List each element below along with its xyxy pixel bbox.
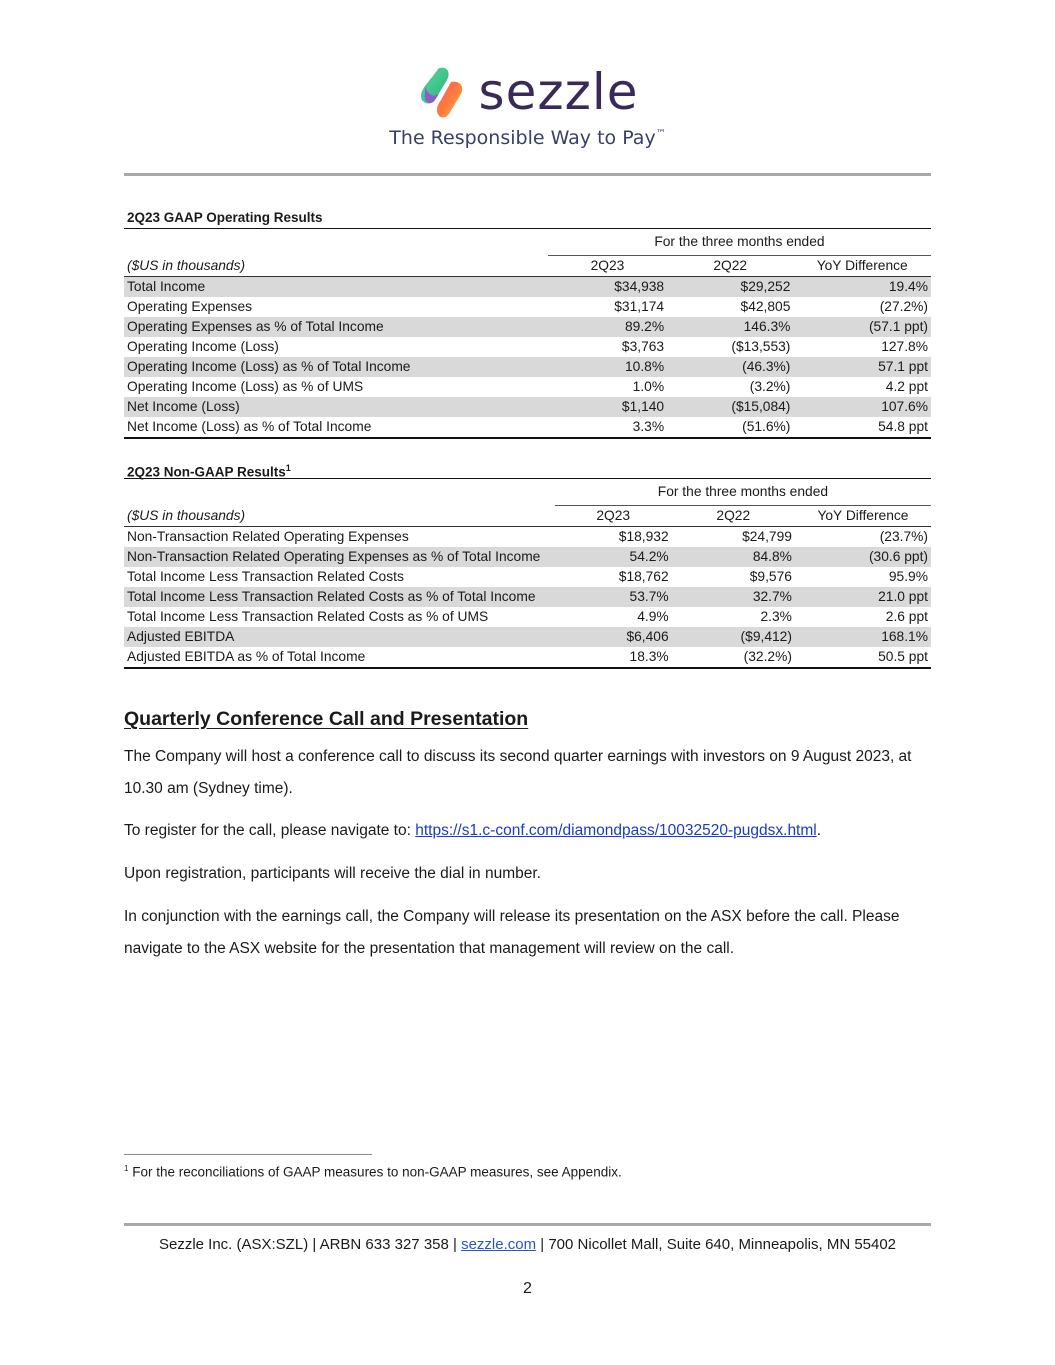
value-2q23: $18,762 [618,569,669,584]
column-header: YoY Difference [793,256,931,277]
registration-period: . [816,822,822,839]
value-yoy: 21.0 ppt [795,587,931,607]
value-yoy: 4.2 ppt [885,379,928,394]
footnote-divider [124,1154,372,1155]
paragraph-dial-in: Upon registration, participants will receive the dial in number. [124,865,541,882]
sezzle-logo-mark-icon [417,64,469,120]
row-label: Operating Expenses [127,299,253,314]
table-row [124,607,931,627]
paragraph-conference-call: The Company will host a conference call to discuss its second quarter earnings with investors on 9 August 2023, at 10.30 am (Sydney time). [124,748,912,797]
footer-company-info: Sezzle Inc. (ASX:SZL) | ARBN 633 327 358 | [158,1236,462,1253]
table-row [124,297,931,317]
table-row [124,647,931,668]
paragraph-registration [124,815,934,847]
footer-divider [124,1223,931,1226]
row-label: Net Income (Loss) as % of Total Income [124,417,548,438]
value-2q23: $18,932 [618,529,669,544]
footnote-reference[interactable]: 1 [285,463,291,473]
row-label: Non-Transaction Related Operating Expenses [127,529,409,544]
value-yoy: (30.6 ppt) [795,547,931,567]
unit-label: ($US in thousands) [124,256,548,277]
value-2q22: 146.3% [667,317,793,337]
page-footer [124,1236,931,1253]
gaap-table-title: 2Q23 GAAP Operating Results [124,209,931,229]
footnote-text: For the reconciliations of GAAP measures to non-GAAP measures, see Appendix. [128,1164,622,1180]
column-header: 2Q23 [548,256,667,277]
value-yoy: (27.2%) [879,299,928,314]
gaap-results-table [124,209,931,439]
section-heading: Quarterly Conference Call and Presentation [124,708,529,730]
column-header: YoY Difference [795,506,931,527]
table-row [124,627,931,647]
footer-website-link[interactable]: sezzle.com [461,1236,537,1253]
tagline [0,127,1055,149]
value-yoy: 19.4% [793,277,931,298]
sezzle-wordmark: sezzle [478,63,639,121]
value-2q22: ($13,553) [731,339,791,354]
value-2q22: $42,805 [740,299,791,314]
table-row [124,277,931,298]
value-2q22: $24,799 [742,529,792,544]
value-2q22: (46.3%) [667,357,793,377]
non-gaap-table-title [124,459,931,479]
non-gaap-title-text: 2Q23 Non-GAAP Results [127,464,286,480]
row-label: Operating Income (Loss) as % of Total Income [124,357,548,377]
value-2q23: $34,938 [548,277,667,298]
paragraph-presentation: In conjunction with the earnings call, the Company will release its presentation on the ASX before the call. Please navigate to the ASX website for the presentation that management will review on the call. [124,908,900,957]
value-2q22: (32.2%) [672,647,795,668]
value-yoy: (57.1 ppt) [793,317,931,337]
row-label: Total Income Less Transaction Related Costs as % of Total Income [124,587,555,607]
value-yoy: 95.9% [888,569,928,584]
footer-address: | 700 Nicollet Mall, Suite 640, Minneapolis, MN 55402 [536,1236,897,1253]
table-row [124,357,931,377]
value-yoy: 168.1% [795,627,931,647]
table-row [124,587,931,607]
table-row [124,567,931,587]
value-2q23: $1,140 [548,397,667,417]
value-2q23: 1.0% [632,379,665,394]
table-row [124,547,931,567]
value-2q22: $9,576 [749,569,792,584]
row-label: Total Income Less Transaction Related Costs [127,569,404,584]
value-2q23: $3,763 [621,339,665,354]
column-header-row [124,256,931,277]
value-yoy: 50.5 ppt [795,647,931,668]
table-row [124,397,931,417]
row-label: Adjusted EBITDA [124,627,555,647]
value-2q22: 84.8% [672,547,795,567]
non-gaap-results-table [124,459,931,669]
row-label: Adjusted EBITDA as % of Total Income [124,647,555,668]
header-divider [124,173,931,176]
value-2q22: 2.3% [760,609,792,624]
value-2q22: $29,252 [667,277,793,298]
value-2q23: 4.9% [637,609,669,624]
table-row [124,527,931,548]
value-2q22: 32.7% [672,587,795,607]
column-header-row [124,506,931,527]
column-header: 2Q23 [555,506,672,527]
table-row [124,317,931,337]
unit-label: ($US in thousands) [124,506,555,527]
footnote-marker: 1 [124,1164,129,1173]
value-2q23: 54.2% [555,547,672,567]
value-2q23: 53.7% [555,587,672,607]
row-label: Total Income Less Transaction Related Costs as % of UMS [127,609,489,624]
tagline-text: The Responsible Way to Pay [389,127,656,149]
value-2q23: 10.8% [548,357,667,377]
row-label: Operating Income (Loss) [127,339,279,354]
value-yoy: 54.8 ppt [793,417,931,438]
period-header: For the three months ended [555,479,931,506]
period-header: For the three months ended [548,229,931,256]
column-header: 2Q22 [672,506,795,527]
value-2q22: ($15,084) [667,397,793,417]
value-yoy: (23.7%) [879,529,928,544]
page-number: 2 [523,1280,532,1297]
value-2q23: 89.2% [548,317,667,337]
trademark-symbol: ™ [655,128,666,140]
value-2q22: (3.2%) [749,379,791,394]
column-header: 2Q22 [667,256,793,277]
value-2q22: (51.6%) [667,417,793,438]
row-label: Non-Transaction Related Operating Expenses as % of Total Income [124,547,555,567]
table-row [124,337,931,357]
value-2q23: $31,174 [614,299,665,314]
value-yoy: 57.1 ppt [793,357,931,377]
registration-link[interactable]: https://s1.c-conf.com/diamondpass/10032520-pugdsx.html [415,822,817,839]
value-2q23: $6,406 [555,627,672,647]
row-label: Operating Income (Loss) as % of UMS [127,379,364,394]
row-label: Operating Expenses as % of Total Income [124,317,548,337]
company-header [0,62,1055,149]
sezzle-logo [417,62,639,122]
table-row [124,417,931,438]
value-yoy: 127.8% [881,339,928,354]
value-2q22: ($9,412) [672,627,795,647]
row-label: Net Income (Loss) [124,397,548,417]
footnote [124,1164,622,1180]
value-yoy: 107.6% [793,397,931,417]
value-2q23: 3.3% [548,417,667,438]
value-yoy: 2.6 ppt [885,609,928,624]
row-label: Total Income [124,277,548,298]
value-2q23: 18.3% [555,647,672,668]
table-row [124,377,931,397]
registration-text: To register for the call, please navigate to: [124,822,416,839]
